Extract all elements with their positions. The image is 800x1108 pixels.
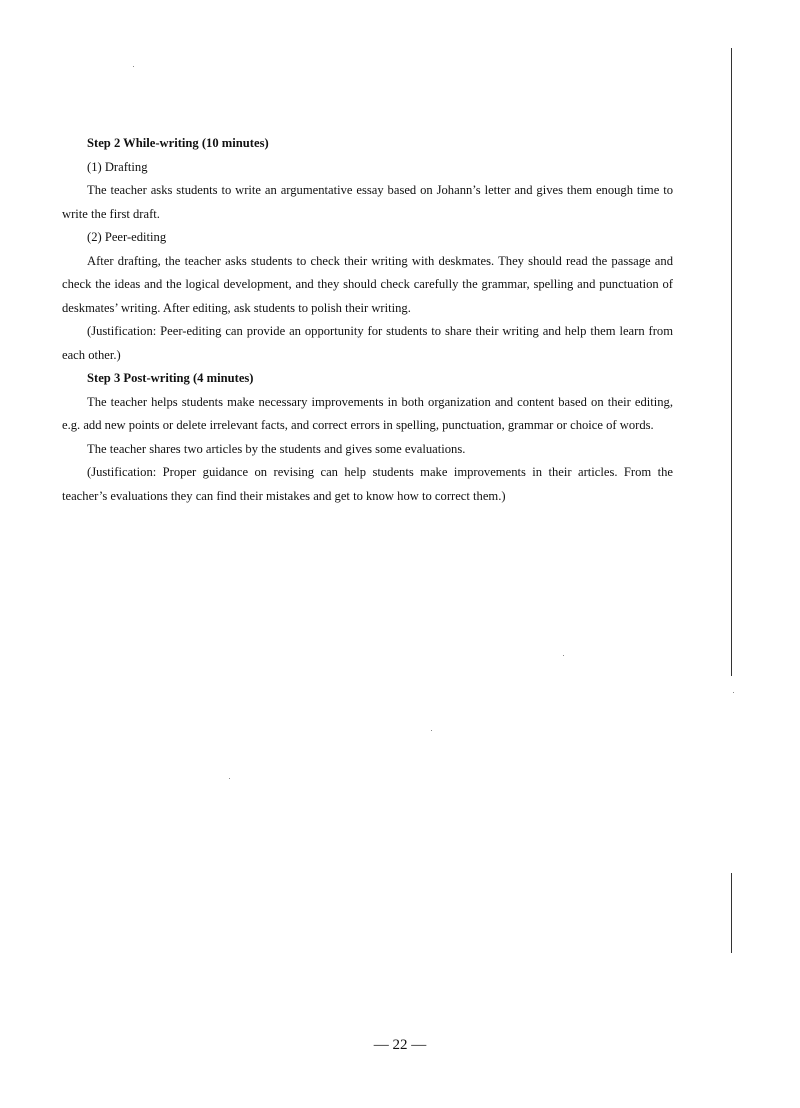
sharing-paragraph: The teacher shares two articles by the students and gives some evaluations. [87, 441, 466, 456]
scan-speck [563, 655, 564, 656]
drafting-paragraph: The teacher asks students to write an argumentative essay based on Johann’s letter and gives them enough time to write the first draft. [62, 183, 673, 221]
step2-heading: Step 2 While-writing (10 minutes) [87, 136, 269, 150]
drafting-subheading: (1) Drafting [87, 159, 148, 174]
step3-heading: Step 3 Post-writing (4 minutes) [87, 371, 254, 385]
scan-speck [229, 778, 230, 779]
peer-editing-paragraph: After drafting, the teacher asks students to check their writing with deskmates. They should read the passage and check the ideas and the logical development, and they should check carefully the grammar, spelling and punctuation of deskmates’ writing. After editing, ask students to polish their writing. [62, 253, 673, 315]
revising-justification: (Justification: Proper guidance on revising can help students make improvements in their articles. From the teacher’s evaluations they can find their mistakes and get to know how to correct them.) [62, 465, 673, 503]
page-number: — 22 — [373, 1037, 427, 1053]
peer-editing-justification: (Justification: Peer-editing can provide an opportunity for students to share their writing and help them learn from each other.) [62, 324, 673, 362]
peer-editing-subheading: (2) Peer-editing [87, 230, 167, 244]
margin-line-bottom [731, 873, 732, 953]
scan-speck [733, 692, 734, 693]
margin-line-top [731, 48, 732, 676]
scan-speck [431, 730, 432, 731]
document-body [62, 132, 673, 508]
post-writing-paragraph: The teacher helps students make necessary improvements in both organization and content based on their editing, e.g. add new points or delete irrelevant facts, and correct errors in spelling, punctuation, grammar or choice of words. [62, 394, 673, 432]
scan-speck [133, 66, 134, 67]
